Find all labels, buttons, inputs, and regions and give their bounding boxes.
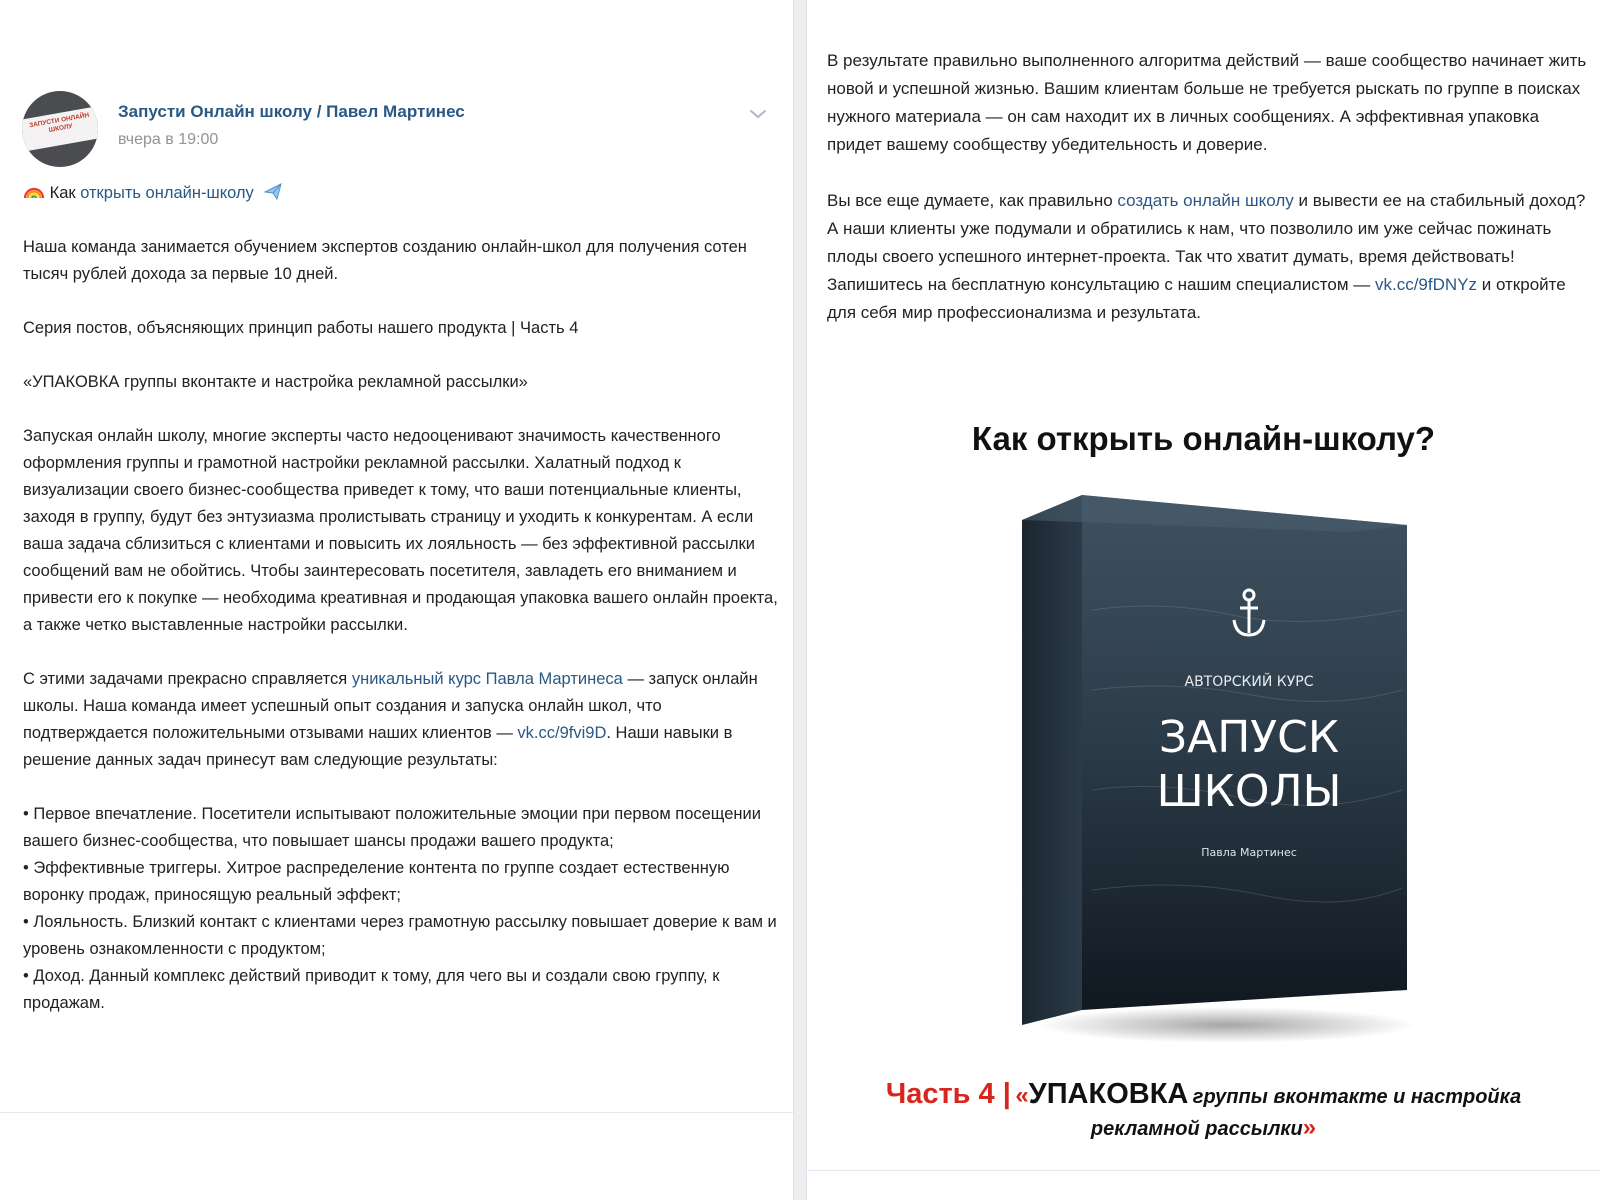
airplane-emoji-icon — [262, 180, 284, 202]
paragraph-r2: Вы все еще думаете, как правильно создать онлайн школу и вывести ее на стабильный доход? А наши клиенты уже подумали и обратились к нам, что позволило им уже сейчас пожинать плоды своего успешного интернет-проекта. Так что хватит думать, время действовать! Запишитесь на бесплатную консультацию с нашим специалистом — vk.cc/9fDNYz и откройте для себя мир профессионализма и результата. — [827, 191, 1586, 322]
image-caption-line2: рекламной рассылки» — [1090, 1114, 1317, 1141]
list-item: • Эффективные триггеры. Хитрое распределение контента по группе создает естественную воронку продаж, приносящую реальный эффект; — [23, 859, 730, 904]
paragraph-2: Серия постов, объясняющих принцип работы нашего продукта | Часть 4 — [23, 319, 579, 337]
image-title: Как открыть онлайн-школу? — [971, 420, 1436, 457]
panel-divider — [793, 0, 807, 1200]
post-text-continued — [827, 47, 1587, 355]
divider — [0, 1112, 793, 1113]
list-item: • Первое впечатление. Посетители испытывают положительные эмоции при первом посещении вашего бизнес-сообщества, что повышает шансы продажи вашего продукта; — [23, 805, 761, 850]
post-heading: Как открыть онлайн-школу — [23, 180, 778, 207]
list-item: • Лояльность. Близкий контакт с клиентами через грамотную рассылку повышает доверие к вам и уровень ознакомленности с продуктом; — [23, 913, 777, 958]
bullet-list — [23, 801, 778, 1017]
post-panel-left — [0, 0, 793, 1200]
paragraph-5: С этими задачами прекрасно справляется уникальный курс Павла Мартинеса — запуск онлайн школы. Наша команда имеет успешный опыт создания и запуска онлайн школ, что подтверждается положительными отзывами наших клиентов — vk.cc/9fvi9D. Наши навыки в решение данных задач принесут вам следующие результаты: — [23, 670, 758, 769]
svg-text:АВТОРСКИЙ КУРС: АВТОРСКИЙ КУРС — [1184, 674, 1314, 690]
post-panel-right — [807, 0, 1600, 1200]
chevron-down-icon[interactable] — [748, 104, 768, 124]
post-text — [23, 180, 778, 1017]
post-author[interactable]: Запусти Онлайн школу / Павел Мартинес — [118, 102, 465, 121]
svg-text:ШКОЛЫ: ШКОЛЫ — [1156, 766, 1342, 817]
svg-text:ЗАПУСК: ЗАПУСК — [1158, 712, 1340, 763]
post-time[interactable]: вчера в 19:00 — [118, 131, 219, 148]
rainbow-emoji-icon — [23, 180, 45, 202]
paragraph-1: Наша команда занимается обучением экспертов созданию онлайн-школ для получения сотен тысяч рублей дохода за первые 10 дней. — [23, 238, 747, 283]
paragraph-r1: В результате правильно выполненного алгоритма действий — ваше сообщество начинает жить новой и успешной жизнью. Вашим клиентам больше не требуется рыскать по группе в поисках нужного материала — он сам находит их в личных сообщениях. А эффективная упаковка придет вашему сообществу убедительность и доверие. — [827, 51, 1587, 154]
create-school-link[interactable]: создать онлайн школу — [1117, 191, 1294, 210]
list-item: • Доход. Данный комплекс действий приводит к тому, для чего вы и создали свою группу, к продажам. — [23, 967, 720, 1012]
svg-text:Павла Мартинес: Павла Мартинес — [1201, 846, 1297, 859]
avatar[interactable] — [22, 91, 98, 167]
course-link[interactable]: уникальный курс Павла Мартинеса — [351, 670, 623, 688]
divider — [807, 1170, 1600, 1171]
heading-link[interactable]: открыть онлайн-школу — [80, 184, 254, 202]
course-box-image[interactable] — [1012, 490, 1412, 1050]
avatar-text: ЗАПУСТИ ОНЛАЙН ШКОЛУ — [28, 111, 90, 134]
paragraph-3: «УПАКОВКА группы вконтакте и настройка рекламной рассылки» — [23, 373, 528, 391]
consultation-link[interactable]: vk.cc/9fDNYz — [1374, 275, 1477, 294]
image-caption: Часть 4 | «УПАКОВКА группы вконтакте и настройка — [885, 1078, 1522, 1110]
reviews-link[interactable]: vk.cc/9fvi9D — [517, 724, 607, 742]
paragraph-4: Запуская онлайн школу, многие эксперты часто недооценивают значимость качественного оформления группы и грамотной настройки рекламной рассылки. Халатный подход к визуализации своего бизнес-сообщества приведет к тому, что ваши потенциальные клиенты, заходя в группу, будут без энтузиазма пролистывать страницу и уходить к конкурентам. А если ваша задача сблизиться с клиентами и повысить их лояльность — без эффективной рассылки сообщений вам не обойтись. Чтобы заинтересовать посетителя, завладеть его вниманием и привести его к покупке — необходима креативная и продающая упаковка вашего онлайн проекта, а также четко выставленные настройки рассылки. — [23, 427, 778, 634]
